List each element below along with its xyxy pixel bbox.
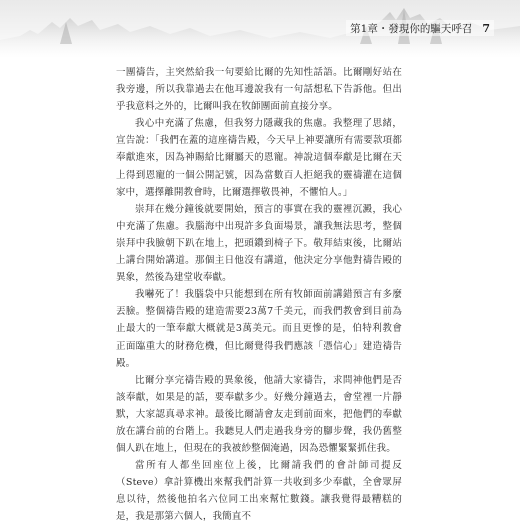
page-number: 7 (482, 21, 490, 35)
header-banner (0, 0, 520, 58)
running-head (346, 20, 494, 36)
paragraph: 我心中充滿了焦慮，但我努力隱藏我的焦慮。我整理了思緒，宣告說：「我們在蓋的這座禱告殿，今天早上神要讓所有需要款項都奉獻進來，因為神賜給比爾屬天的恩寵。神說這個奉獻是比爾在天上得到恩寵的一個公開記號，因為當數百人拒絕我的靈禱灌在這個家中，選擇離開教會時，比爾選擇敬畏神，不懼怕人。」 (116, 118, 402, 198)
paragraph: 我嚇死了！我腦袋中只能想到在所有牧師面前講錯預言有多麼丟臉。整個禱告殿的建造需要23萬7千美元，而我們教會到目前為止最大的一筆奉獻大概就是3萬美元。而且更慘的是，伯特利教會正面臨重大的財務危機，但比爾覺得我們應該「憑信心」建造禱告殿。 (116, 289, 402, 369)
running-title: 第1章・發現你的驅天呼召 (350, 22, 473, 35)
paragraph: 崇拜在幾分鐘後就要開始，預言的事實在我的靈裡沉澱，我心中充滿了焦慮。我腦海中出現許多負面場景，讓我無法思考，整個崇拜中我臉朝下趴在地上，把頭鑽到椅子下。敬拜結束後，比爾站上講台開始講道。那個主日他沒有講道，他決定分享他對禱告殿的異象，然後為建堂收奉獻。 (116, 203, 402, 284)
body-text (116, 64, 402, 526)
paragraph: 一團禱告，主突然給我一句要給比爾的先知性話語。比爾剛好站在我旁邊，所以我靠過去在他耳邊說我有一句話想私下告訴他。但出乎我意料之外的，比爾叫我在牧師團面前直接分享。 (116, 67, 402, 113)
paragraph: 比爾分享完禱告殿的異象後，他請大家禱告，求問神他們是否該奉獻，如果是的話，要奉獻多少。好幾分鐘過去，會堂裡一片靜默，大家認真尋求神。最後比爾請會友走到前面來，把他們的奉獻放在講台前的台階上。我聽見人們走過我身旁的腳步聲，我仍舊整個人趴在地上，但現在的我被紗整個淹過，因為恐懼緊緊抓住我。 (116, 374, 402, 455)
paragraph: 當所有人都坐回座位上後，比爾請我們的會計師司提反（Steve）拿計算機出來幫我們計算一共收到多少奉獻，全會眾屏息以待，然後他拍名六位同工出來幫忙數錢。讓我覺得最糟糕的是，我是那第六個人，我簡直不 (116, 460, 402, 523)
